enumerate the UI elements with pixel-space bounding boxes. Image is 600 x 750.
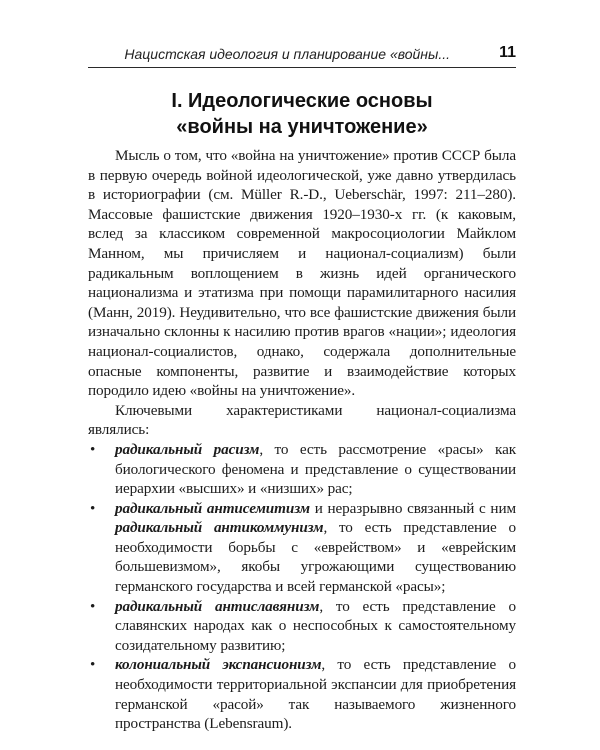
key-term: радикальный расизм [115,440,260,458]
chapter-title-line-1: I. Идеологические основы [171,90,433,112]
bullet-text: , то есть представление о необходимости борьбы с «еврейством» и «еврейским большевизмом», якобы угрожающими существованию германского государства и всей германской «расы»; [115,519,516,596]
bullet-text: , то есть рассмотрение «расы» как биологического феномена и представление о существовании иерархии «высших» и «низших» рас; [115,440,516,498]
bullet-text: и неразрывно связанный с ним [309,499,516,517]
bullet-icon: • [90,440,96,458]
bullet-item [88,597,516,656]
bullet-item [88,655,516,733]
chapter-title-line-2: «войны на уничтожение» [176,116,428,138]
bullet-list [88,440,516,734]
page-number: 11 [499,44,516,61]
bullet-text: , то есть представление о славянских народах как о неспособных к самостоятельному созидательному развитию; [115,597,516,654]
chapter-title [88,88,516,140]
bullet-icon: • [90,656,96,674]
paragraph: Ключевыми характеристиками национал-социализма являлись: [88,401,516,439]
key-term: радикальный антикоммунизм [115,519,324,537]
running-title: Нацистская идеология и планирование «войны... [124,46,450,62]
bullet-item [88,499,516,597]
bullet-text: , то есть представление о необходимости территориальной экспансии для приобретения германской «расой» так называемого жизненного пространства (Lebensraum). [115,656,516,733]
running-header [88,43,516,68]
bullet-item [88,440,516,499]
bullet-icon: • [90,597,96,615]
paragraph: Мысль о том, что «война на уничтожение» против СССР была в первую очередь войной идеологической, уже давно утвердилась в историографии (см. Müller R.-D., Ueberschär, 1997: 211–280). Массовые фашистские движения 1920–1930-х гг. (к каковым, вслед за классиком современной макросоциологии Майклом Манном, мы причисляем и национал-социализм) были радикальным воплощением в жизнь идей органического национализма и этатизма при помощи парамилитарного насилия (Манн, 2019). Неудивительно, что все фашистские движения были изначально склонны к насилию против врагов «нации»; идеология национал-социалистов, однако, содержала дополнительные опасные компоненты, развитие и взаимодействие которых породило идею «войны на уничтожение». [88,147,516,400]
key-term: колониальный экспансионизм [115,656,322,674]
bullet-icon: • [90,499,96,517]
body-text [88,146,516,734]
key-term: радикальный антиславянизм [115,597,320,615]
key-term: радикальный антисемитизм [115,499,310,517]
